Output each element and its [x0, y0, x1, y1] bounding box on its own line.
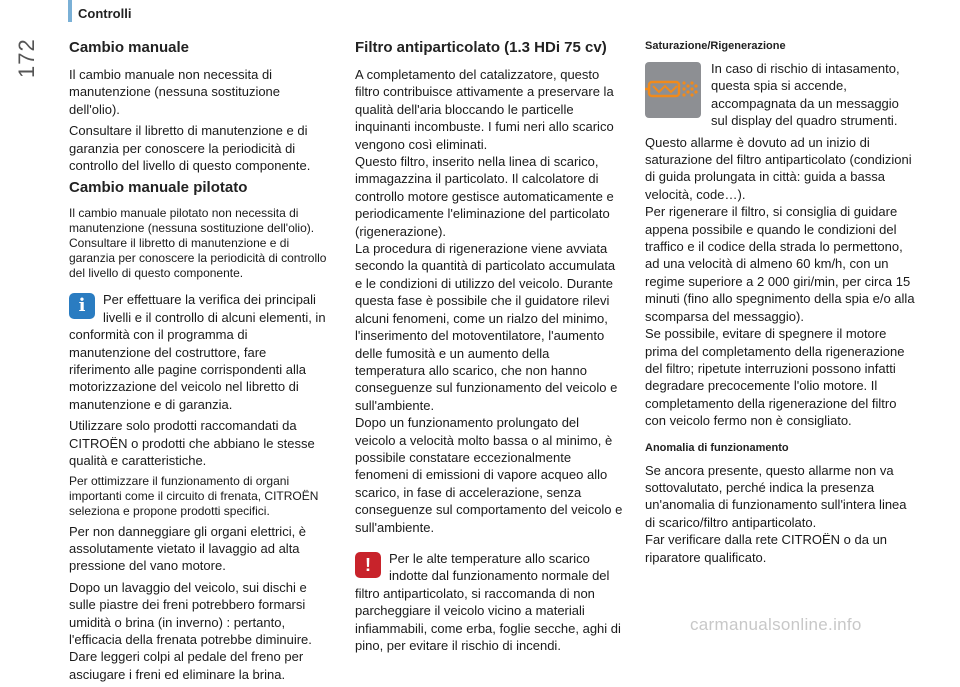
lamp-box	[645, 60, 915, 134]
info-paragraph: Per non danneggiare gli organi elettrici, è assolutamente vietato il lavaggio ad alta pressione del vano motore.	[69, 523, 307, 574]
info-paragraph: Utilizzare solo prodotti raccomandati da CITROËN o prodotti che abbiano le stesse qualità e caratteristiche.	[69, 418, 315, 469]
paragraph: Questo filtro, inserito nella linea di scarico, immagazzina il particolato. Il calcolatore di controllo motore gestisce automaticamente e periodicamente l'eliminazione del particolato (rigenerazione).	[355, 154, 614, 239]
heading-filtro-antiparticolato: Filtro antiparticolato (1.3 HDi 75 cv)	[355, 39, 607, 56]
header-accent-bar	[68, 0, 72, 22]
paragraph: Questo allarme è dovuto ad un inizio di saturazione del filtro antiparticolato (condizioni di guida prolungata in città: guida a bassa velocità, code…).	[645, 134, 912, 202]
warning-paragraph: Per le alte temperature allo scarico indotte dal funzionamento normale del filtro antiparticolato, si raccomanda di non parcheggiare il veicolo vicino a materiali infiammabili, come erba, foglie secche, aghi di pino, per evitare il rischio di incendi.	[355, 550, 621, 653]
heading-saturazione-rigenerazione: Saturazione/Rigenerazione	[645, 40, 786, 52]
heading-anomalia: Anomalia di funzionamento	[645, 441, 789, 454]
column-right	[645, 38, 915, 570]
paragraph: A completamento del catalizzatore, questo filtro contribuisce attivamente a preservare la qualità dell'aria bloccando le particelle inquinanti incombuste. I fumi neri allo scarico vengono così eliminati.	[355, 67, 614, 152]
paragraph: In caso di rischio di intasamento, questa spia si accende, accompagnata da un messaggio sul display del quadro strumenti.	[711, 61, 900, 129]
watermark: carmanualsonline.info	[690, 615, 862, 634]
info-paragraph: Per effettuare la verifica dei principali livelli e il controllo di alcuni elementi, in conformità con il programma di manutenzione del costruttore, fare riferimento alle pagine corrispondenti alla motorizzazione del veicolo nel libretto di manutenzione e di garanzia.	[69, 292, 326, 412]
paragraph: Far verificare dalla rete CITROËN o da un riparatore qualificato.	[645, 532, 888, 565]
info-paragraph: Per ottimizzare il funzionamento di organi importanti come il circuito di frenata, CITROËN seleziona e propone prodotti specifici.	[69, 473, 319, 518]
heading-cambio-manuale-pilotato: Cambio manuale pilotato	[69, 179, 248, 197]
paragraph: Dopo un funzionamento prolungato del veicolo a velocità molto bassa o al minimo, è possibile constatare eccezionalmente fenomeni di emissioni di vapore acqueo allo scarico, in fase di accelerazione, senza conseguenze sul comportamento del veicolo e sull'ambiente.	[355, 415, 623, 535]
info-paragraph: Dopo un lavaggio del veicolo, sui dischi e sulle piastre dei freni potrebbero formarsi umidità o brina (in inverno) : pertanto, l'efficacia della frenata potrebbe diminuire. Dare leggeri colpi al pedale del freno per asciugare i freni ed eliminare la brina.	[69, 579, 312, 682]
paragraph: Per rigenerare il filtro, si consiglia di guidare appena possibile e quando le condizioni del traffico e il codice della strada lo permettono, ad una velocità di almeno 60 km/h, con un regime superiore a 2 000 giri/min, per circa 15 minuti (fino allo spegnimento della spia e/o alla scomparsa del messaggio).	[645, 204, 915, 324]
paragraph: Se ancora presente, questo allarme non va sottovalutato, perché indica la presenza un'anomalia di funzionamento sull'intera linea di scarico/filtro antiparticolato.	[645, 462, 907, 530]
particulate-filter-lamp-icon	[645, 62, 701, 118]
section-title: Controlli	[78, 6, 132, 21]
column-middle	[355, 38, 623, 658]
paragraph: Se possibile, evitare di spegnere il motore prima del completamento della rigenerazione del filtro; ripetute interruzioni possono infatti degradare precocemente l'olio motore. Il completamento della rigenerazione del filtro con veicolo fermo non è consigliato.	[645, 326, 905, 429]
warning-box	[355, 550, 623, 658]
warning-icon: !	[355, 552, 381, 578]
info-box	[69, 291, 329, 417]
page-number: 172	[14, 38, 39, 78]
paragraph: Consultare il libretto di manutenzione e di garanzia per conoscere la periodicità di controllo del livello di questo componente.	[69, 123, 311, 174]
column-left	[69, 38, 329, 687]
heading-cambio-manuale: Cambio manuale	[69, 39, 190, 56]
paragraph: Il cambio manuale non necessita di manutenzione (nessuna sostituzione dell'olio).	[69, 67, 281, 117]
paragraph: La procedura di rigenerazione viene avviata secondo la quantità di particolato accumulata e le condizioni di utilizzo del veicolo. Durante questa fase è possibile che il guidatore rilevi alcuni fenomeni, come un rialzo del minimo, l'inserimento del motoventilatore, l'aumento delle fumosità e un aumento della temperatura allo scarico, che non hanno conseguenze sul funzionamento del veicolo e sull'ambiente.	[355, 241, 618, 413]
paragraph: Consultare il libretto di manutenzione e di garanzia per conoscere la periodicità di controllo del livello di questo componente.	[69, 236, 327, 281]
info-icon: i	[69, 293, 95, 319]
paragraph: Il cambio manuale pilotato non necessita di manutenzione (nessuna sostituzione dell'olio).	[69, 206, 315, 236]
